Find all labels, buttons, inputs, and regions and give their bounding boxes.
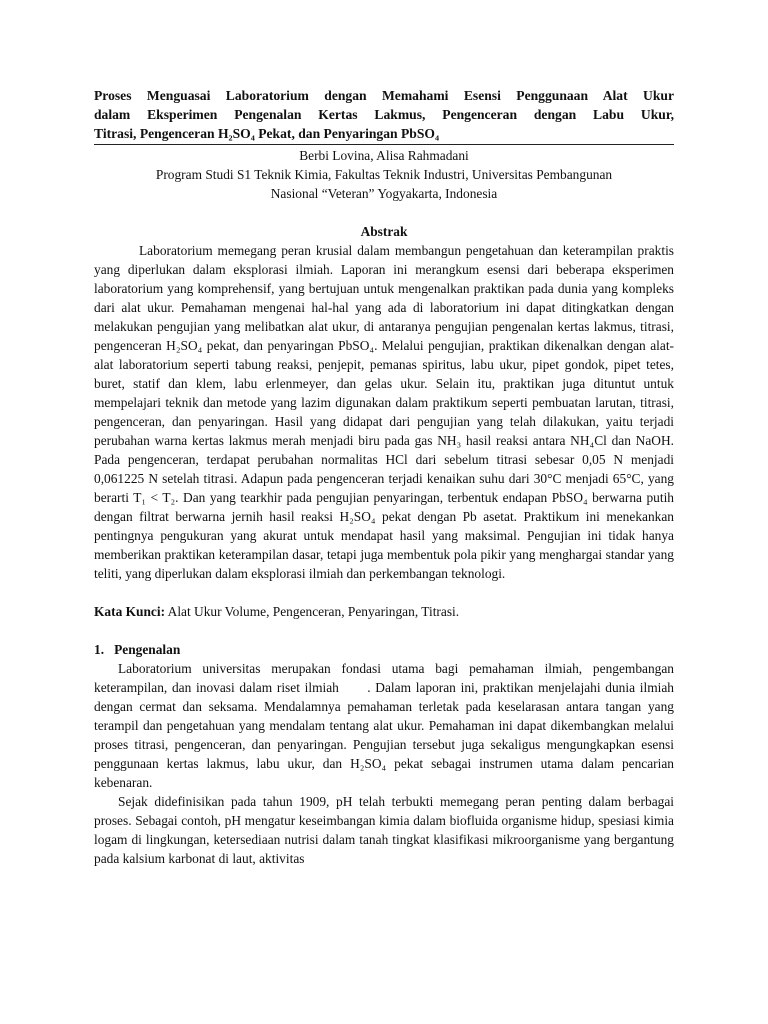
author-names: Berbi Lovina, Alisa Rahmadani bbox=[299, 148, 469, 163]
abstract-paragraph: Laboratorium memegang peran krusial dalam membangun pengetahuan dan keterampilan praktis yang diperlukan dalam eksplorasi ilmiah. Laporan ini merangkum esensi dari beberapa eksperimen laboratorium yang komprehensif, yang bertujuan untuk mengenalkan praktikan pada dunia yang kompleks dari alat ukur. Pemahaman mengenai hal-hal yang ada di laboratorium ini dapat ditingkatkan dengan melakukan pengujian yang melibatkan alat ukur, di antaranya pengujian pengenalan kertas lakmus, titrasi, pengenceran H₂SO₄ pekat, dan penyaringan PbSO₄. Melalui pengujian, praktikan dikenalkan dengan alat-alat laboratorium seperti tabung reaksi, penjepit, pemanas spiritus, labu ukur, pipet gondok, pipet tetes, buret, statif dan klem, labu erlenmeyer, dan gelas ukur. Selain itu, praktikan juga dituntut untuk mempelajari teknik dan metode yang lazim digunakan dalam praktikum seperti pembuatan larutan, titrasi, pengenceran, dan penyaringan. Hasil yang didapat dari pengujian yang telah dilakukan, yaitu terjadi perubahan warna kertas lakmus merah menjadi biru pada gas NH₃ hasil reaksi antara NH₄Cl dan NaOH. Pada pengenceran, terdapat perubahan normalitas HCl dari sebelum titrasi sebesar 0,05 N menjadi 0,061225 N setelah titrasi. Adapun pada pengenceran terjadi kenaikan suhu dari 30°C menjadi 65°C, yang berarti T₁ < T₂. Dan yang tearkhir pada pengujian penyaringan, terbentuk endapan PbSO₄ berwarna putih dengan filtrat berwarna jernih hasil reaksi H₂SO₄ pekat dengan Pb asetat. Praktikum ini menekankan pentingnya pengukuran yang akurat untuk mendapat hasil yang maksimal. Pengujian ini tidak hanya memberikan praktikan keterampilan dasar, tetapi juga membentuk pola pikir yang menghargai standar yang teliti, yang diperlukan dalam eksplorasi ilmiah dan perkembangan teknologi. bbox=[94, 243, 674, 581]
intro-paragraph-1: Laboratorium universitas merupakan fondasi utama bagi pemahaman ilmiah, pengembangan keterampilan, dan inovasi dalam riset ilmiah . Dalam laporan ini, praktikan menjelajahi dunia ilmiah dengan cermat dan seksama. Mendalamnya pemahaman terletak pada keselarasan antara tangan yang terampil dan pengetahuan yang mendalam tentang alat ukur. Pemahaman ini dapat dikembangkan melalui proses titrasi, pengenceran, dan penyaringan. Pengujian tersebut juga sekaligus mengungkapkan esensi penggunaan kertas lakmus, labu ukur, dan H₂SO₄ pekat sebagai instrumen utama dalam pencarian kebenaran. bbox=[94, 661, 678, 790]
intro-paragraph-2: Sejak didefinisikan pada tahun 1909, pH telah terbukti memegang peran penting dalam berbagai proses. Sebagai contoh, pH mengatur keseimbangan kimia dalam biofluida organisme hidup, spesiasi kimia logam di lingkungan, ketersediaan nutrisi dalam tanah tingkat klasifikasi mikroorganisme yang bergantung pada kalsium karbonat di laut, aktivitas bbox=[94, 794, 674, 866]
title-line-2: dalam Eksperimen Pengenalan Kertas Lakmus, Pengenceran dengan Labu Ukur, bbox=[94, 107, 674, 122]
paper-page bbox=[94, 86, 678, 868]
keywords-text: Alat Ukur Volume, Pengenceran, Penyaringan, Titrasi. bbox=[167, 604, 460, 619]
affiliation-line-1: Program Studi S1 Teknik Kimia, Fakultas Teknik Industri, Universitas Pembangunan bbox=[155, 167, 613, 182]
abstract-heading: Abstrak bbox=[360, 224, 408, 239]
title-line-1: Proses Menguasai Laboratorium dengan Memahami Esensi Penggunaan Alat Ukur bbox=[94, 88, 674, 103]
affiliation-line-2: Nasional “Veteran” Yogyakarta, Indonesia bbox=[270, 186, 498, 201]
section-heading-introduction: 1. Pengenalan bbox=[94, 642, 181, 657]
title-line-3: Titrasi, Pengenceran H₂SO₄ Pekat, dan Penyaringan PbSO₄ bbox=[94, 126, 440, 141]
keywords-line bbox=[94, 602, 674, 621]
keywords-label: Kata Kunci: bbox=[94, 604, 166, 619]
paper-title bbox=[94, 86, 674, 145]
